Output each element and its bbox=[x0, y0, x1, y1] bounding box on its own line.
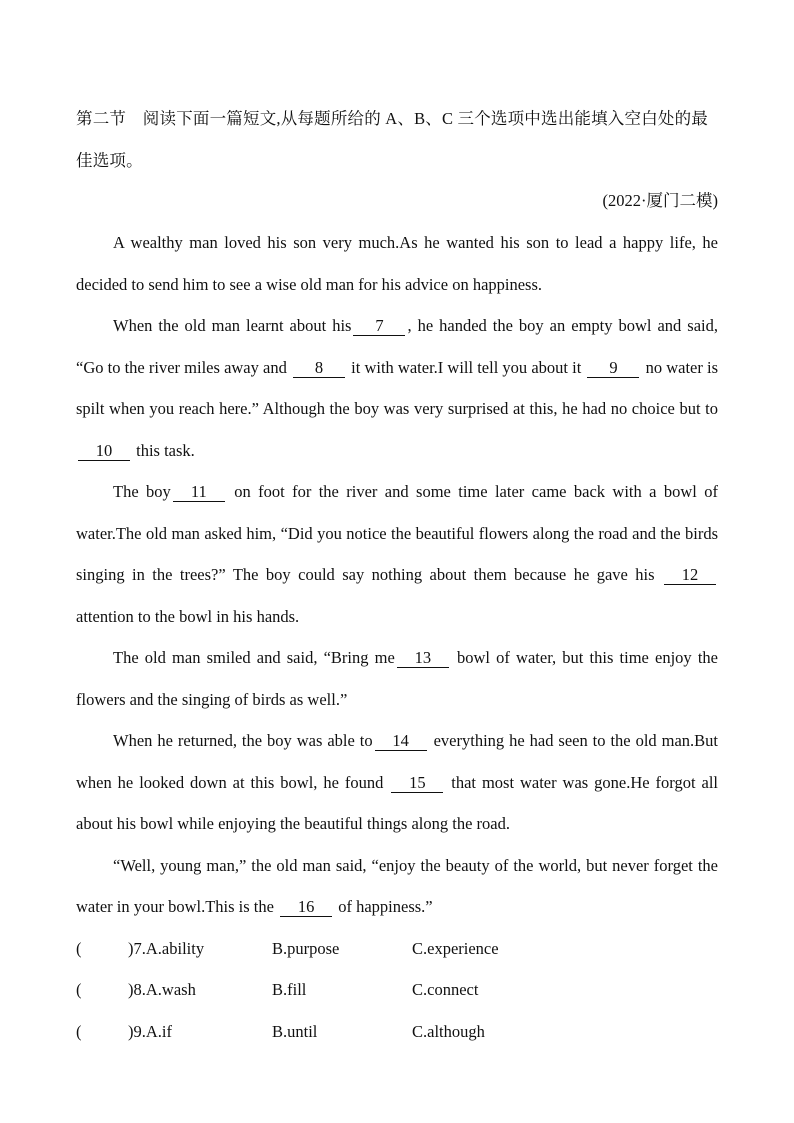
question-option-c: C.although bbox=[412, 1021, 485, 1041]
paragraph-text: , he handed the boy an empty bowl and said, “Go to the river miles away and bbox=[76, 316, 718, 377]
paragraph-6 bbox=[76, 845, 718, 928]
question-option-a: )8.A.wash bbox=[128, 980, 196, 999]
question-option-b: B.until bbox=[272, 1021, 318, 1041]
question-option-b: B.fill bbox=[272, 980, 307, 999]
paragraph-text: it with water.I will tell you about it bbox=[347, 357, 586, 377]
question-option-c: C.connect bbox=[412, 980, 479, 999]
paragraph-text: The boy bbox=[113, 482, 171, 501]
answer-bracket: ( bbox=[76, 938, 82, 958]
paragraph-4 bbox=[76, 637, 718, 720]
question-option-a: )9.A.if bbox=[128, 1021, 172, 1041]
question-7 bbox=[76, 928, 718, 970]
question-8 bbox=[76, 969, 718, 1011]
answer-bracket: ( bbox=[76, 980, 82, 999]
blank-16: 16 bbox=[280, 898, 332, 917]
blank-9: 9 bbox=[587, 359, 639, 378]
blank-14: 14 bbox=[375, 732, 427, 751]
paragraph-text: bowl of water, but this time enjoy the flowers and the singing of birds as well.” bbox=[76, 648, 718, 709]
paragraph-5 bbox=[76, 720, 718, 845]
paragraph-text: A wealthy man loved his son very much.As he wanted his son to lead a happy life, he decided to send him to see a wise old man for his advice on happiness. bbox=[76, 233, 718, 294]
question-option-a: )7.A.ability bbox=[128, 938, 205, 958]
paragraph-text: that most water was gone.He forgot all about his bowl while enjoying the beautiful things along the road. bbox=[76, 772, 718, 833]
paragraph-text: no water is spilt when you reach here.” Although the boy was very surprised at this, he had no choice but to bbox=[76, 357, 719, 418]
paragraph-text: The old man smiled and said, “Bring me bbox=[113, 648, 395, 667]
blank-10: 10 bbox=[78, 442, 130, 461]
blank-13: 13 bbox=[397, 649, 449, 668]
paragraph-text: on foot for the river and some time later came back with a bowl of water.The old man asked him, “Did you notice the beautiful flowers along the road and the birds singing in the trees?” The boy could say nothing about them because he gave his bbox=[76, 482, 719, 584]
paragraph-2 bbox=[76, 305, 718, 471]
paragraph-text: everything he had seen to the old man.But when he looked down at this bowl, he found bbox=[76, 731, 718, 792]
paragraph-text: “Well, young man,” the old man said, “enjoy the beauty of the world, but never forget the water in your bowl.This is the bbox=[76, 855, 718, 916]
blank-12: 12 bbox=[664, 566, 716, 585]
blank-7: 7 bbox=[353, 317, 405, 336]
section-heading: 第二节 阅读下面一篇短文,从每题所给的 A、B、C 三个选项中选出能填入空白处的最佳选项。 bbox=[76, 109, 709, 170]
paragraph-text: of happiness.” bbox=[334, 897, 433, 916]
question-9 bbox=[76, 1011, 718, 1053]
document-page bbox=[76, 98, 718, 1052]
paragraph-3 bbox=[76, 471, 718, 637]
paragraph-1 bbox=[76, 222, 718, 305]
question-option-b: B.purpose bbox=[272, 938, 340, 958]
paragraph-text: this task. bbox=[132, 440, 195, 460]
paragraph-text: When the old man learnt about his bbox=[113, 316, 352, 335]
paragraph-text: When he returned, the boy was able to bbox=[113, 731, 373, 750]
source-note: (2022·厦门二模) bbox=[602, 191, 718, 210]
blank-8: 8 bbox=[293, 359, 345, 378]
paragraph-text: attention to the bowl in his hands. bbox=[76, 606, 300, 626]
blank-11: 11 bbox=[173, 483, 225, 502]
answer-bracket: ( bbox=[76, 1021, 82, 1041]
question-option-c: C.experience bbox=[412, 938, 499, 958]
blank-15: 15 bbox=[391, 774, 443, 793]
